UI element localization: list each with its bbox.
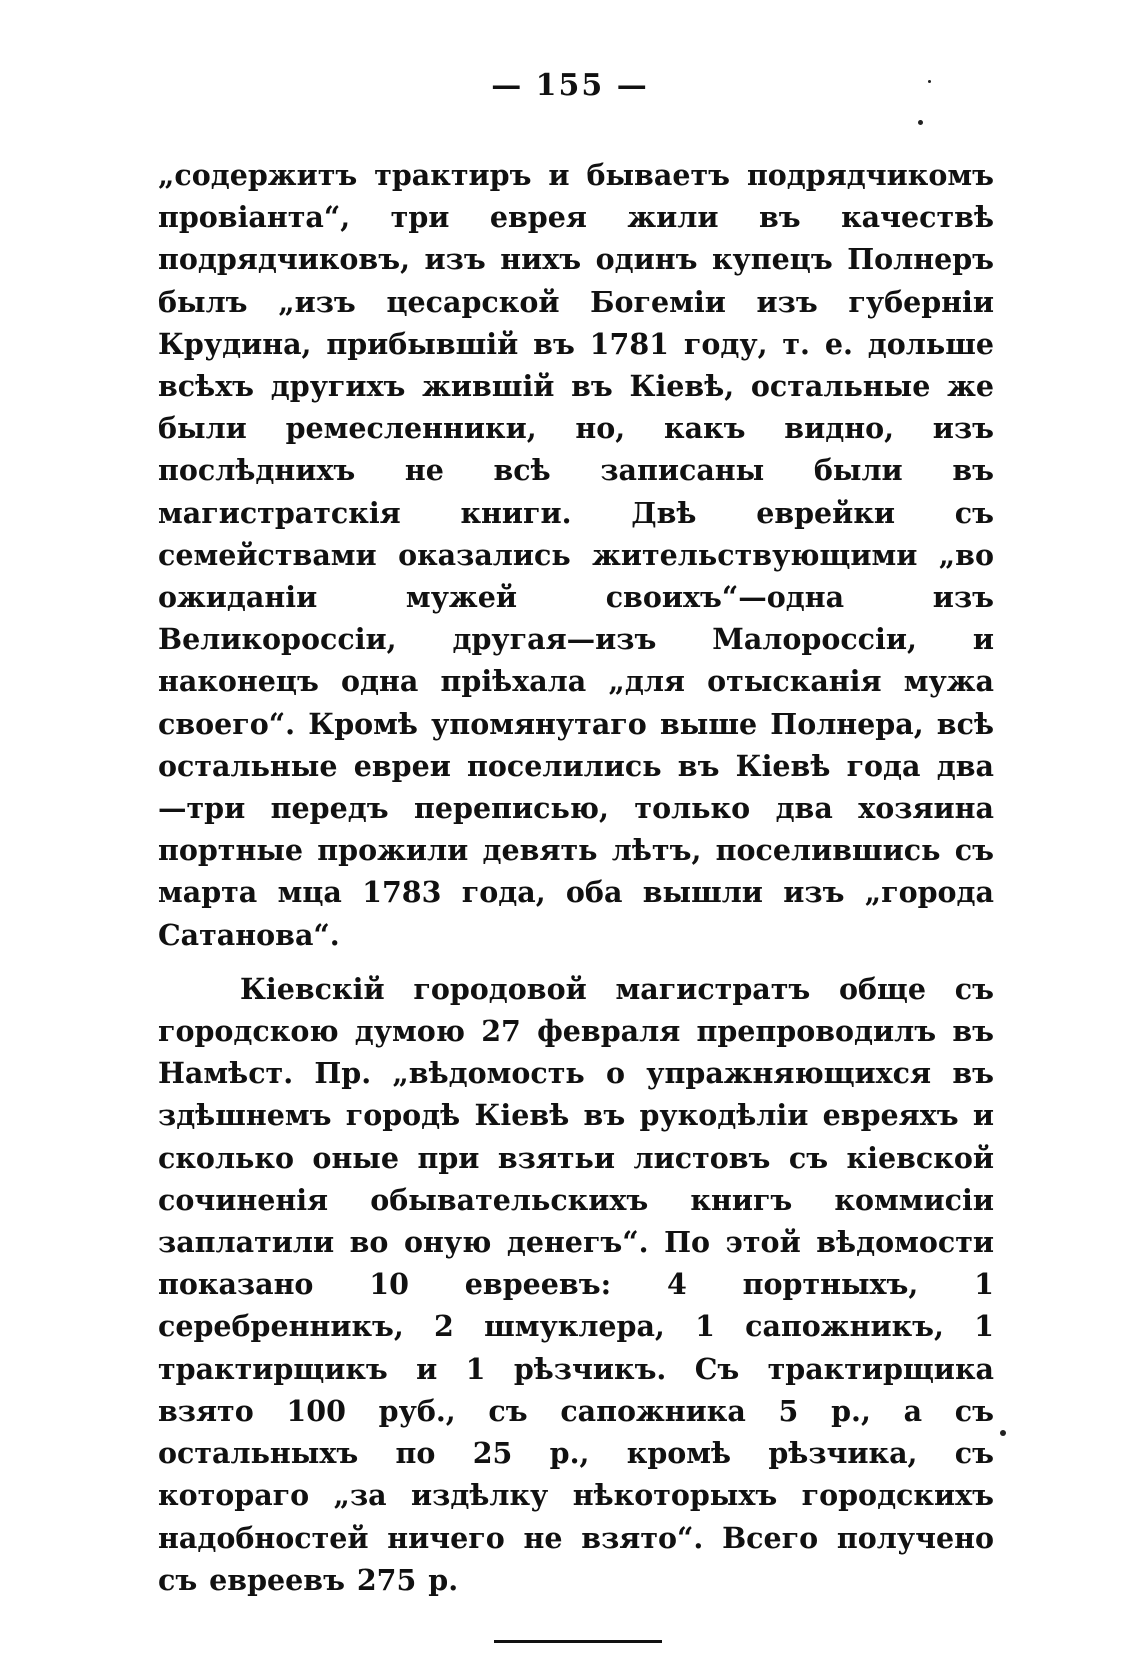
paragraph-1: „содержитъ трактиръ и бываетъ подрядчикомъ провіанта“, три еврея жили въ качествѣ подрядчиковъ, изъ нихъ одинъ купецъ Полнеръ былъ „изъ цесарской Богеміи изъ губерніи Крудина, прибывшій въ 1781 году, т. е. дольше всѣхъ другихъ жившій въ Кіевѣ, остальные же были ремесленники, но, какъ видно, изъ послѣднихъ не всѣ записаны были въ магистратскія книги. Двѣ еврейки съ семействами оказались жительствующими „во ожиданіи мужей своихъ“—одна изъ Великороссіи, другая—изъ Малороссіи, и наконецъ одна пріѣхала „для отысканія мужа своего“. Кромѣ упомянутаго выше Полнера, всѣ остальные евреи поселились въ Кіевѣ года два—три передъ переписью, только два хозяина портные прожили девять лѣтъ, поселившись съ марта мца 1783 года, оба вышли изъ „города Сатанова“. <box>158 158 994 952</box>
page-number: — 155 — <box>491 68 649 103</box>
ink-speck <box>1000 1430 1006 1436</box>
paragraph-2: Кіевскій городовой магистратъ обще съ городскою думою 27 февраля препроводилъ въ Намѣст. Пр. „вѣдомость о упражняющихся въ здѣшнемъ городѣ Кіевѣ въ рукодѣліи евреяхъ и сколько оные при взятьи листовъ съ кіевской сочиненія обывательскихъ книгъ коммисіи заплатили во оную денегъ“. По этой вѣдомости показано 10 евреевъ: 4 портныхъ, 1 серебренникъ, 2 шмуклера, 1 сапожникъ, 1 трактирщикъ и 1 рѣзчикъ. Съ трактирщика взято 100 руб., съ сапожника 5 р., а съ остальныхъ по 25 р., кромѣ рѣзчика, съ котораго „за издѣлку нѣкоторыхъ городскихъ надобностей ничего не взято“. Всего получено съ евреевъ 275 р. <box>158 971 994 1597</box>
end-rule <box>494 1640 662 1643</box>
ink-speck <box>928 80 931 83</box>
ink-speck <box>918 120 923 125</box>
body-text <box>158 154 994 1601</box>
